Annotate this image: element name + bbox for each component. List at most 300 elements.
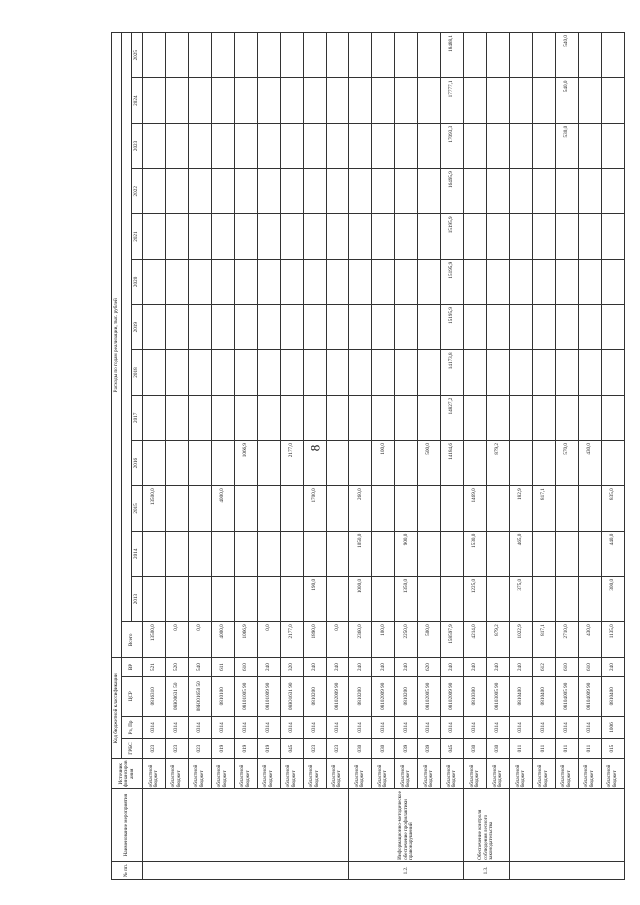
year-value	[510, 259, 533, 304]
year-value	[464, 123, 487, 168]
funding-source: областной бюджет	[464, 759, 487, 789]
year-value	[464, 259, 487, 304]
total-value: 1890,0	[303, 622, 326, 658]
year-value	[532, 576, 555, 621]
funding-source: областной бюджет	[510, 759, 533, 789]
year-value	[418, 78, 441, 123]
year-value	[280, 486, 303, 531]
year-value	[257, 123, 280, 168]
vr-code: 240	[487, 658, 510, 676]
year-value	[303, 440, 326, 485]
year-value: 14173,8	[441, 350, 464, 395]
header-year: 2014	[132, 531, 143, 576]
year-value	[578, 531, 601, 576]
year-value	[372, 169, 395, 214]
header-year: 2024	[132, 78, 143, 123]
year-value: 15195,9	[441, 214, 464, 259]
year-value	[532, 123, 555, 168]
year-value	[555, 305, 578, 350]
vr-code: 240	[303, 658, 326, 676]
table-row	[532, 33, 555, 880]
year-value	[188, 214, 211, 259]
csr-code: 08103005 90	[487, 676, 510, 716]
vr-code: 610	[578, 658, 601, 676]
year-value	[211, 169, 234, 214]
year-value	[326, 259, 349, 304]
total-value: 4000,0	[211, 622, 234, 658]
year-value	[234, 576, 257, 621]
csr-code: 08102005 90	[418, 676, 441, 716]
table-row	[234, 33, 257, 880]
rzpr-code: 0314	[418, 716, 441, 738]
rzpr-code: 0314	[395, 716, 418, 738]
year-value	[165, 395, 188, 440]
year-value	[395, 259, 418, 304]
table-header	[112, 33, 143, 880]
rzpr-code: 0314	[326, 716, 349, 738]
year-value	[487, 531, 510, 576]
year-value	[464, 214, 487, 259]
year-value	[601, 33, 624, 78]
year-value	[165, 576, 188, 621]
year-value	[165, 440, 188, 485]
table-row	[280, 33, 303, 880]
grbs-code: 019	[234, 739, 257, 759]
year-value	[188, 440, 211, 485]
year-value	[418, 531, 441, 576]
year-value: 1350,0	[395, 576, 418, 621]
header-year: 2013	[132, 576, 143, 621]
header-expenses: Расходы по годам реализации, тыс. рублей	[112, 33, 122, 658]
year-value	[601, 78, 624, 123]
year-value	[211, 214, 234, 259]
year-value	[372, 350, 395, 395]
year-value	[143, 123, 166, 168]
year-value	[395, 169, 418, 214]
year-value	[143, 395, 166, 440]
year-value	[326, 78, 349, 123]
csr-code: 0816310	[143, 676, 166, 716]
total-value: 879,2	[487, 622, 510, 658]
year-value	[257, 33, 280, 78]
year-value	[188, 78, 211, 123]
year-value	[280, 33, 303, 78]
year-value	[418, 395, 441, 440]
vr-code: 612	[532, 658, 555, 676]
year-value	[188, 576, 211, 621]
csr-code: 08102009 90	[441, 676, 464, 716]
total-value: 0,0	[188, 622, 211, 658]
table-row	[441, 33, 464, 880]
year-value	[510, 214, 533, 259]
funding-source: областной бюджет	[303, 759, 326, 789]
funding-source: областной бюджет	[555, 759, 578, 789]
year-value: 182,9	[510, 486, 533, 531]
rzpr-code: 0314	[555, 716, 578, 738]
year-value	[326, 305, 349, 350]
year-value	[280, 78, 303, 123]
year-value	[257, 78, 280, 123]
header-years-spacer	[122, 33, 132, 622]
year-value	[510, 123, 533, 168]
header-vr: ВР	[122, 658, 143, 676]
year-value	[188, 169, 211, 214]
year-value	[487, 486, 510, 531]
year-value	[303, 259, 326, 304]
year-value	[211, 259, 234, 304]
csr-code: 08101005 90	[234, 676, 257, 716]
total-value: 817,1	[532, 622, 555, 658]
year-value	[349, 440, 372, 485]
year-value	[165, 214, 188, 259]
measure-name	[510, 789, 625, 862]
table-row	[510, 33, 533, 880]
grbs-code: 030	[372, 739, 395, 759]
header-rzpr: Рз, Пр	[122, 716, 143, 738]
year-value: 17777,1	[441, 78, 464, 123]
year-value	[188, 305, 211, 350]
year-value: 430,0	[578, 440, 601, 485]
year-value	[234, 305, 257, 350]
year-value: 1225,0	[464, 576, 487, 621]
total-value: 2360,0	[349, 622, 372, 658]
year-value	[211, 305, 234, 350]
year-value	[395, 214, 418, 259]
year-value	[372, 531, 395, 576]
year-value	[441, 486, 464, 531]
year-value	[601, 169, 624, 214]
total-value: 1022,9	[510, 622, 533, 658]
header-year: 2017	[132, 395, 143, 440]
year-value	[234, 33, 257, 78]
year-value: 879,2	[487, 440, 510, 485]
year-value	[464, 395, 487, 440]
year-value: 835,0	[601, 486, 624, 531]
csr-code: 08Ю0631 50	[165, 676, 188, 716]
total-value: 2710,0	[555, 622, 578, 658]
header-year: 2016	[132, 440, 143, 485]
csr-code: 08104005 90	[555, 676, 578, 716]
funding-source: областной бюджет	[441, 759, 464, 789]
year-value	[188, 259, 211, 304]
header-name: Наименование мероприятия	[112, 789, 143, 862]
year-value	[601, 214, 624, 259]
header-csr: ЦСР	[122, 676, 143, 716]
year-value	[280, 259, 303, 304]
csr-code: 0810400	[532, 676, 555, 716]
year-value	[578, 395, 601, 440]
vr-code: 240	[441, 658, 464, 676]
funding-source: областной бюджет	[487, 759, 510, 789]
year-value: 13500,0	[143, 486, 166, 531]
rzpr-code: 0314	[211, 716, 234, 738]
year-value	[188, 33, 211, 78]
year-value	[418, 576, 441, 621]
table-row	[395, 33, 418, 880]
year-value: 465,0	[510, 531, 533, 576]
year-value	[326, 531, 349, 576]
year-value	[487, 305, 510, 350]
year-value	[349, 350, 372, 395]
year-value	[303, 78, 326, 123]
year-value	[555, 214, 578, 259]
grbs-code: 023	[143, 739, 166, 759]
year-value	[303, 33, 326, 78]
rzpr-code: 0314	[578, 716, 601, 738]
csr-code: 08Ю01650 50	[188, 676, 211, 716]
year-value	[555, 576, 578, 621]
rzpr-code: 0314	[441, 716, 464, 738]
year-value	[464, 305, 487, 350]
year-value	[303, 169, 326, 214]
vr-code: 240	[510, 658, 533, 676]
table-row	[326, 33, 349, 880]
year-value	[578, 214, 601, 259]
year-value	[372, 395, 395, 440]
year-value	[257, 440, 280, 485]
year-value	[510, 33, 533, 78]
year-value	[418, 123, 441, 168]
rzpr-code: 0314	[532, 716, 555, 738]
year-value	[143, 305, 166, 350]
year-value	[601, 259, 624, 304]
grbs-code: 023	[326, 739, 349, 759]
year-value	[555, 259, 578, 304]
vr-code: 620	[418, 658, 441, 676]
year-value	[234, 531, 257, 576]
table-row	[487, 33, 510, 880]
vr-code: 540	[188, 658, 211, 676]
rzpr-code: 1006	[601, 716, 624, 738]
vr-code: 610	[234, 658, 257, 676]
year-value	[372, 486, 395, 531]
total-value: 430,0	[578, 622, 601, 658]
year-value	[188, 531, 211, 576]
year-value	[372, 78, 395, 123]
rzpr-code: 0314	[510, 716, 533, 738]
grbs-code: 045	[441, 739, 464, 759]
total-value: 0,0	[165, 622, 188, 658]
year-value	[257, 169, 280, 214]
year-value	[211, 531, 234, 576]
year-value	[601, 350, 624, 395]
funding-source: областной бюджет	[234, 759, 257, 789]
year-value: 540,0	[555, 78, 578, 123]
grbs-code: 011	[578, 739, 601, 759]
table-row	[372, 33, 395, 880]
year-value	[257, 259, 280, 304]
year-value	[441, 576, 464, 621]
total-value: 0,0	[326, 622, 349, 658]
header-year: 2015	[132, 486, 143, 531]
page-number: 8	[307, 444, 323, 452]
grbs-code: 011	[555, 739, 578, 759]
total-value: 500,0	[418, 622, 441, 658]
year-value	[257, 350, 280, 395]
year-value	[143, 576, 166, 621]
year-value: 1066,9	[234, 440, 257, 485]
year-value	[349, 305, 372, 350]
year-value	[532, 440, 555, 485]
year-value: 100,0	[372, 440, 395, 485]
year-value	[188, 486, 211, 531]
grbs-code: 015	[601, 739, 624, 759]
csr-code: 08102009 90	[326, 676, 349, 716]
year-value	[418, 486, 441, 531]
header-year: 2020	[132, 259, 143, 304]
year-value	[418, 169, 441, 214]
year-value	[532, 395, 555, 440]
year-value	[372, 576, 395, 621]
header-year: 2022	[132, 169, 143, 214]
table-row	[418, 33, 441, 880]
table-row	[464, 33, 487, 880]
year-value	[349, 123, 372, 168]
vr-code: 320	[280, 658, 303, 676]
year-value	[349, 33, 372, 78]
year-value	[326, 169, 349, 214]
table-row	[211, 33, 234, 880]
rzpr-code: 0314	[487, 716, 510, 738]
header-year: 2023	[132, 123, 143, 168]
year-value	[487, 395, 510, 440]
row-number: 1.2.	[349, 861, 464, 879]
year-value	[372, 33, 395, 78]
vr-code: 240	[349, 658, 372, 676]
total-value: 158597,9	[441, 622, 464, 658]
rzpr-code: 0314	[464, 716, 487, 738]
year-value	[165, 350, 188, 395]
year-value	[143, 78, 166, 123]
year-value	[578, 350, 601, 395]
year-value: 2177,0	[280, 440, 303, 485]
year-value	[188, 350, 211, 395]
csr-code: 0810200	[395, 676, 418, 716]
header-year: 2019	[132, 305, 143, 350]
year-value	[555, 350, 578, 395]
grbs-code: 030	[487, 739, 510, 759]
year-value	[418, 350, 441, 395]
year-value	[234, 123, 257, 168]
vr-code: 611	[211, 658, 234, 676]
year-value	[211, 350, 234, 395]
year-value	[234, 169, 257, 214]
year-value	[510, 440, 533, 485]
year-value	[349, 78, 372, 123]
year-value	[555, 169, 578, 214]
header-grbs: ГРБС	[122, 739, 143, 759]
year-value	[280, 395, 303, 440]
year-value: 570,0	[555, 440, 578, 485]
rotated-page	[111, 32, 624, 880]
year-value	[165, 486, 188, 531]
grbs-code: 045	[280, 739, 303, 759]
year-value	[326, 214, 349, 259]
year-value	[234, 259, 257, 304]
total-value: 13500,0	[143, 622, 166, 658]
year-value	[165, 78, 188, 123]
year-value	[211, 440, 234, 485]
year-value	[280, 214, 303, 259]
year-value	[578, 169, 601, 214]
table-row	[578, 33, 601, 880]
vr-code: 521	[143, 658, 166, 676]
grbs-code: 030	[349, 739, 372, 759]
vr-code: 610	[555, 658, 578, 676]
year-value	[143, 33, 166, 78]
year-value	[257, 395, 280, 440]
grbs-code: 023	[188, 739, 211, 759]
grbs-code: 039	[395, 739, 418, 759]
year-value	[510, 78, 533, 123]
year-value	[165, 33, 188, 78]
year-value	[418, 259, 441, 304]
year-value	[578, 33, 601, 78]
header-total: Всего	[122, 622, 143, 658]
table-body	[143, 33, 625, 880]
year-value: 15195,9	[441, 259, 464, 304]
year-value	[464, 169, 487, 214]
year-value	[487, 259, 510, 304]
year-value	[418, 33, 441, 78]
year-value	[578, 78, 601, 123]
year-value	[532, 305, 555, 350]
rzpr-code: 0314	[143, 716, 166, 738]
year-value	[487, 169, 510, 214]
year-value	[372, 305, 395, 350]
year-value: 530,0	[555, 123, 578, 168]
year-value	[372, 123, 395, 168]
year-value	[349, 169, 372, 214]
year-value	[601, 395, 624, 440]
year-value	[257, 486, 280, 531]
year-value: 17093,3	[441, 123, 464, 168]
total-value: 100,0	[372, 622, 395, 658]
year-value: 300,0	[601, 576, 624, 621]
year-value	[303, 305, 326, 350]
total-value: 1135,0	[601, 622, 624, 658]
year-value	[211, 395, 234, 440]
funding-source: областной бюджет	[578, 759, 601, 789]
header-source: Источник финансирования	[112, 759, 143, 789]
year-value	[143, 350, 166, 395]
table-row	[555, 33, 578, 880]
year-value	[418, 305, 441, 350]
csr-code: 08101009 90	[257, 676, 280, 716]
year-value	[464, 350, 487, 395]
year-value: 14827,2	[441, 395, 464, 440]
csr-code: 08104009 90	[578, 676, 601, 716]
funding-source: областной бюджет	[349, 759, 372, 789]
year-value	[532, 78, 555, 123]
year-value	[211, 123, 234, 168]
year-value	[578, 305, 601, 350]
year-value: 16495,9	[441, 169, 464, 214]
funding-source: областной бюджет	[165, 759, 188, 789]
grbs-code: 011	[532, 739, 555, 759]
grbs-code: 023	[165, 739, 188, 759]
funding-source: областной бюджет	[143, 759, 166, 789]
year-value	[234, 486, 257, 531]
header-year: 2021	[132, 214, 143, 259]
year-value	[349, 259, 372, 304]
year-value	[418, 214, 441, 259]
year-value	[165, 259, 188, 304]
grbs-code: 030	[464, 739, 487, 759]
funding-source: областной бюджет	[601, 759, 624, 789]
year-value	[326, 486, 349, 531]
year-value: 540,0	[555, 33, 578, 78]
